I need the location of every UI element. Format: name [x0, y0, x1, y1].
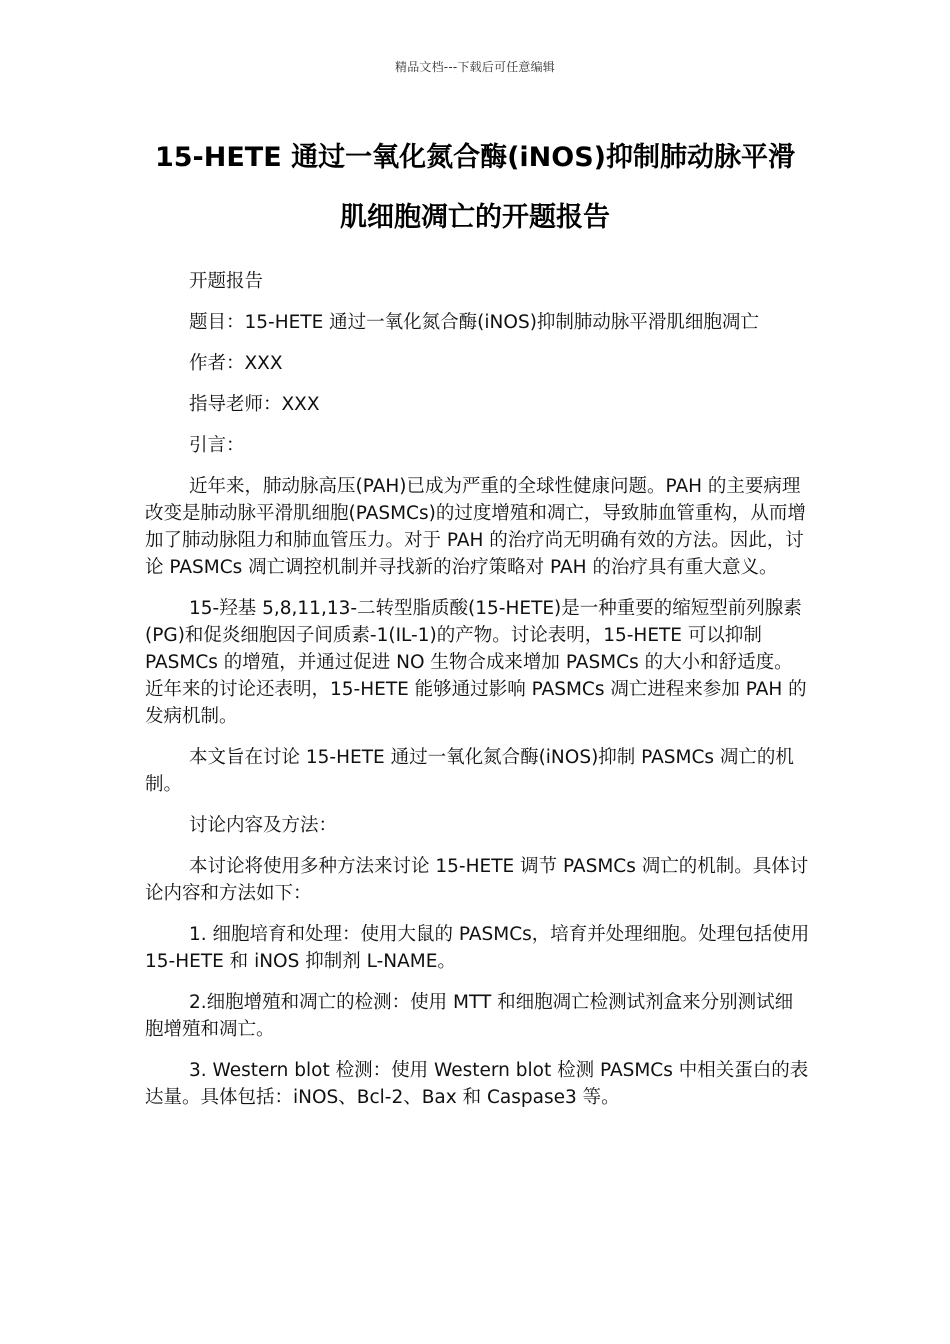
- header-note: 精品文档---下载后可任意编辑: [395, 60, 555, 74]
- intro-paragraph-1: 近年来，肺动脉高压(PAH)已成为严重的全球性健康问题。PAH 的主要病理改变是肺动脉平滑肌细胞(PASMCs)的过度增殖和凋亡，导致肺血管重构，从而增加了肺动脉阻力和肺血管压力。对于 PAH 的治疗尚无明确有效的方法。因此，讨论 PASMCs 凋亡调控机制并寻找新的治疗策略对 PAH 的治疗具有重大意义。: [145, 476, 806, 578]
- intro-heading: 引言：: [189, 435, 245, 456]
- intro-paragraph-2: 15-羟基 5,8,11,13-二转型脂质酸(15-HETE)是一种重要的缩短型前列腺素(PG)和促炎细胞因子间质素-1(IL-1)的产物。讨论表明，15-HETE 可以抑制 PASMCs 的增殖，并通过促进 NO 生物合成来增加 PASMCs 的大小和舒适度。近年来的讨论还表明，15-HETE 能够通过影响 PASMCs 凋亡进程来参加 PAH 的发病机制。: [145, 598, 807, 727]
- advisor-line: 指导老师：XXX: [189, 394, 320, 415]
- document-body: [145, 268, 810, 1125]
- method-item-1: 1. 细胞培育和处理：使用大鼠的 PASMCs，培育并处理细胞。处理包括使用 15-HETE 和 iNOS 抑制剂 L-NAME。: [145, 924, 810, 972]
- method-item-2: 2.细胞增殖和凋亡的检测：使用 MTT 和细胞凋亡检测试剂盒来分别测试细胞增殖和凋亡。: [145, 992, 794, 1040]
- title-line-1: 15-HETE 通过一氧化氮合酶(iNOS)抑制肺动脉平滑: [154, 142, 795, 173]
- intro-paragraph-3: 本文旨在讨论 15-HETE 通过一氧化氮合酶(iNOS)抑制 PASMCs 凋亡的机制。: [145, 747, 794, 795]
- section-label-report: 开题报告: [189, 271, 264, 292]
- method-item-3: 3. Western blot 检测：使用 Western blot 检测 PASMCs 中相关蛋白的表达量。具体包括：iNOS、Bcl-2、Bax 和 Caspase3 等。: [145, 1060, 809, 1108]
- document-title: [120, 128, 830, 248]
- methods-heading: 讨论内容及方法：: [189, 815, 338, 836]
- title-line-2: 肌细胞凋亡的开题报告: [340, 202, 610, 233]
- topic-line: 题目：15-HETE 通过一氧化氮合酶(iNOS)抑制肺动脉平滑肌细胞凋亡: [189, 312, 759, 333]
- methods-intro: 本讨论将使用多种方法来讨论 15-HETE 调节 PASMCs 凋亡的机制。具体讨论内容和方法如下：: [145, 856, 809, 904]
- author-line: 作者：XXX: [189, 353, 283, 374]
